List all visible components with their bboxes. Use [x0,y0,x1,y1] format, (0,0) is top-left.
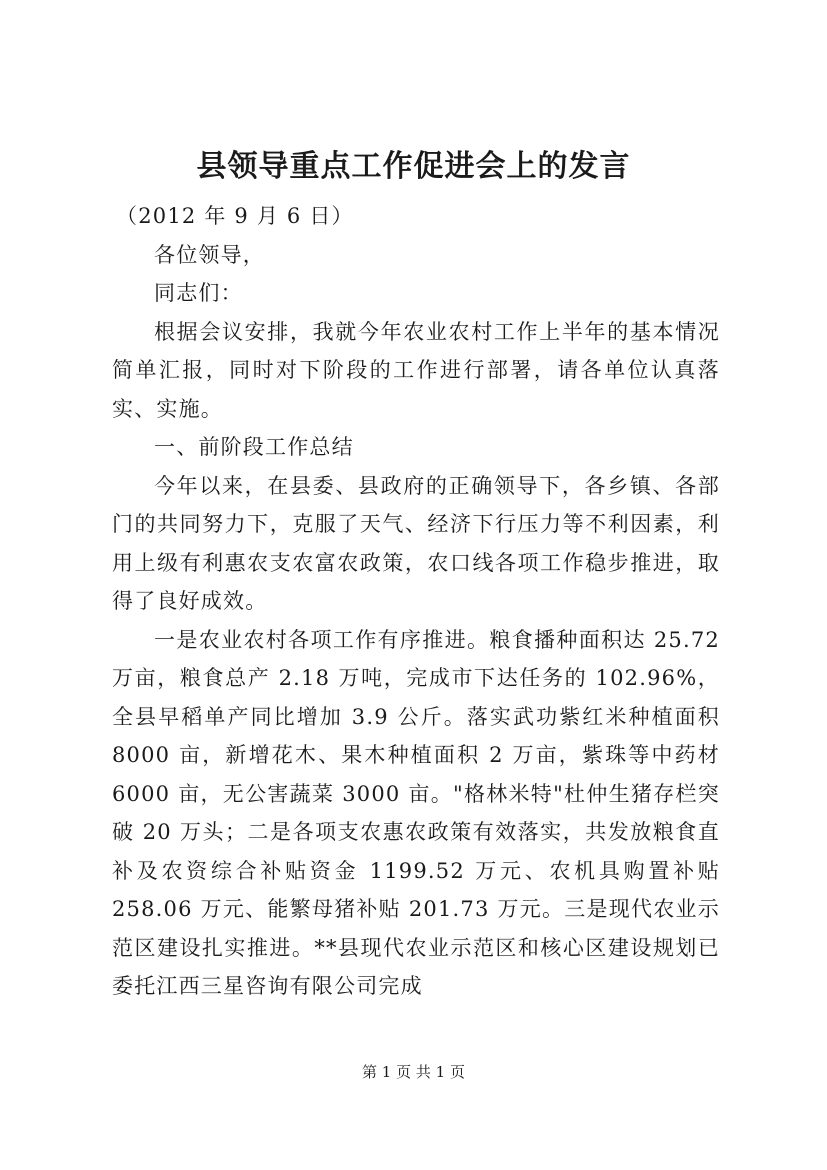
document-date: （2012 年 9 月 6 日） [116,204,354,228]
salutation-leaders: 各位领导， [154,242,265,267]
salutation-comrades: 同志们： [154,281,243,305]
paragraph-intro: 根据会议安排，我就今年农业农村工作上半年的基本情况简单汇报，同时对下阶段的工作进行部署，请各单位认真落实、实施。 [112,319,720,421]
document-body [112,197,720,1006]
page-footer: 第 1 页 共 1 页 [362,1063,465,1081]
section-heading-1: 一、前阶段工作总结 [154,435,354,459]
paragraph-summary: 今年以来，在县委、县政府的正确领导下，各乡镇、各部门的共同努力下，克服了天气、经济下行压力等不利因素，利用上级有利惠农支农富农政策，农口线各项工作稳步推进，取得了良好成效。 [112,473,720,613]
document-title: 县领导重点工作促进会上的发言 [196,149,631,184]
paragraph-details: 一是农业农村各项工作有序推进。粮食播种面积达 25.72 万亩，粮食总产 2.18 万吨，完成市下达任务的 102.96%，全县早稻单产同比增加 3.9 公斤。落实武功紫红米种植面积 8000 亩，新增花木、果木种植面积 2 万亩，紫珠等中药材 6000 亩，无公害蔬菜 3000 亩。"格林米特"杜仲生猪存栏突破 20 万头；二是各项支农惠农政策有效落实，共发放粮食直补及农资综合补贴资金 1199.52 万元、农机具购置补贴 258.06 万元、能繁母猪补贴 201.73 万元。三是现代农业示范区建设扎实推进。**县现代农业示范区和核心区建设规划已委托江西三星咨询有限公司完成 [112,627,720,998]
